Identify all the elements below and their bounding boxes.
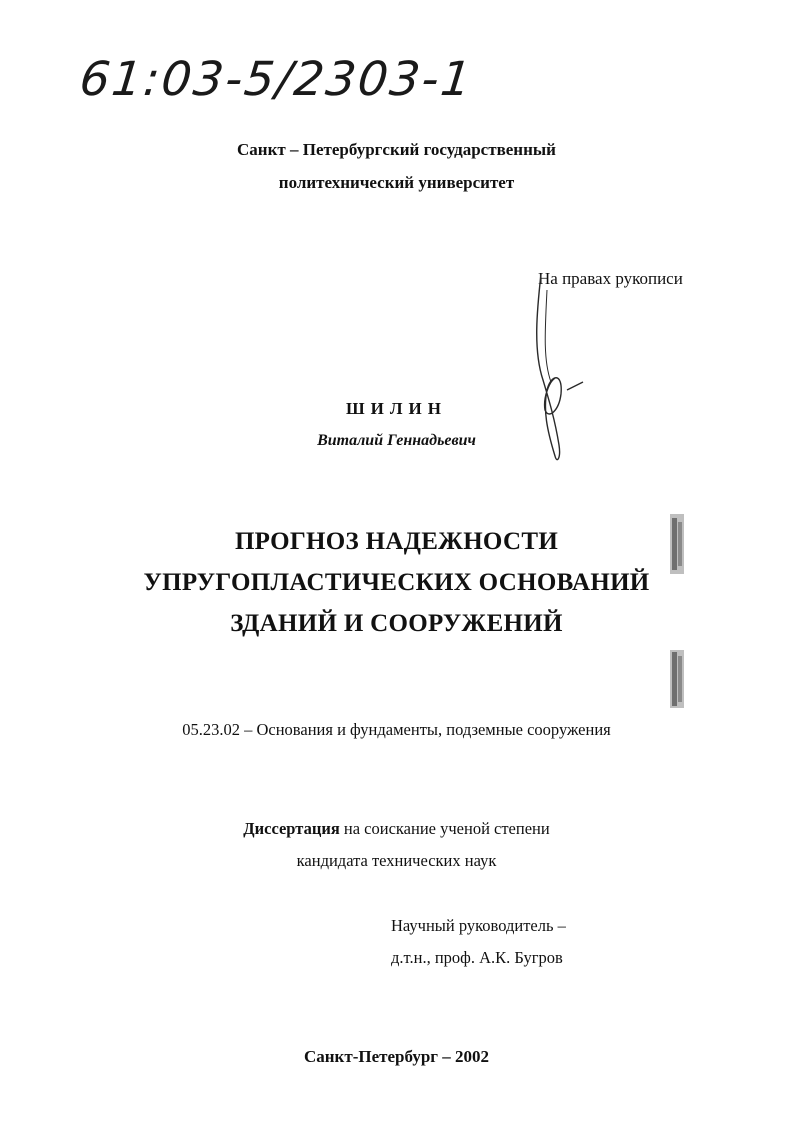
dissertation-line-2: кандидата технических наук (296, 851, 497, 870)
dissertation-line-1 (0, 819, 793, 839)
dissertation-keyword: Диссертация (243, 819, 340, 838)
title-line-3: ЗДАНИЙ И СООРУЖЕНИЙ (230, 610, 563, 637)
dissertation-rest: на соискание ученой степени (339, 819, 550, 838)
title-line-1: ПРОГНОЗ НАДЕЖНОСТИ (234, 528, 559, 555)
author-surname: ШИЛИН (345, 399, 447, 418)
author-given-names: Виталий Геннадьевич (317, 432, 476, 449)
title-line-2: УПРУГОПЛАСТИЧЕСКИХ ОСНОВАНИЙ (143, 569, 650, 596)
city-year: Санкт-Петербург – 2002 (303, 1047, 490, 1066)
advisor-role: Научный руководитель – (391, 916, 566, 935)
manuscript-note: На правах рукописи (538, 269, 683, 288)
specialty-code: 05.23.02 – Основания и фундаменты, подземные сооружения (182, 720, 611, 739)
advisor-name: д.т.н., проф. А.К. Бугров (391, 948, 563, 967)
catalog-number: 61:03-5/2303-1 (77, 52, 476, 107)
institution-line-1: Санкт – Петербургский государственный (237, 140, 556, 159)
institution-line-2: политехнический университет (278, 173, 515, 192)
scan-artifact (668, 512, 690, 576)
scan-artifact (668, 648, 690, 710)
